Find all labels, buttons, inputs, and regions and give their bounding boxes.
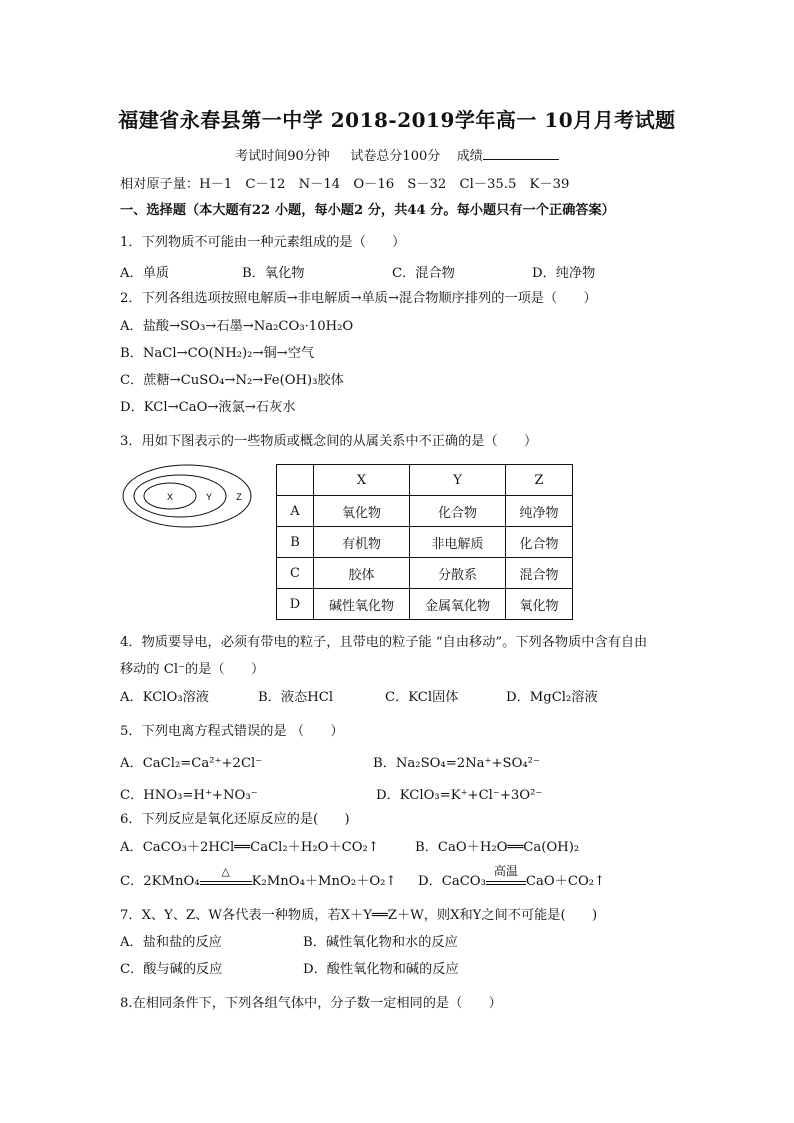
section-heading: 一、选择题（本大题有22 小题，每小题2 分，共44 分。每小题只有一个正确答案） [120, 203, 615, 218]
table-header-row [277, 465, 573, 496]
q4-stem-line2: 移动的 Cl⁻的是（ ） [120, 662, 265, 677]
table-cell: 分散系 [410, 558, 506, 589]
table-cell: 混合物 [506, 558, 573, 589]
q6-option-a: A．CaCO₃＋2HCl══CaCl₂＋H₂O＋CO₂↑ [120, 840, 379, 855]
q7-stem: 7．X、Y、Z、W各代表一种物质，若X＋Y══Z＋W，则X和Y之间不可能是( ) [120, 908, 598, 923]
q6-d-products: CaO＋CO₂↑ [525, 874, 606, 889]
table-cell: 非电解质 [410, 527, 506, 558]
q6-c-reactant: C．2KMnO₄ [120, 874, 200, 889]
table-cell: 化合物 [410, 496, 506, 527]
double-line [200, 881, 252, 885]
venn-label-y: Y [205, 492, 213, 502]
q2-option-a: A．盐酸→SO₃→石墨→Na₂CO₃·10H₂O [120, 319, 354, 334]
q1-option-b: B．氧化物 [242, 266, 305, 281]
q2-option-c: C．蔗糖→CuSO₄→N₂→Fe(OH)₃胶体 [120, 373, 344, 388]
heat-equals-sign [200, 864, 252, 889]
q5-option-c: C．HNO₃=H⁺+NO₃⁻ [120, 788, 258, 803]
q1-option-c: C．混合物 [392, 266, 455, 281]
table-row [277, 558, 573, 589]
q4-option-c: C．KCl固体 [385, 690, 459, 705]
high-temp-equals-sign [486, 863, 526, 889]
q7-option-b: B．碱性氧化物和水的反应 [303, 935, 458, 950]
q5-stem: 5．下列电离方程式错误的是 （ ） [120, 724, 344, 739]
table-cell: D [277, 589, 314, 620]
venn-label-x: X [166, 492, 174, 502]
table-row [277, 589, 573, 620]
exam-result-label: 成绩 [456, 149, 483, 164]
q1-stem: 1．下列物质不可能由一种元素组成的是（ ） [120, 235, 406, 250]
table-cell: 氧化物 [314, 496, 410, 527]
table-cell: B [277, 527, 314, 558]
q4-option-a: A．KClO₃溶液 [120, 690, 209, 705]
q5-option-d: D．KClO₃=K⁺+Cl⁻+3O²⁻ [376, 788, 543, 803]
exam-time: 考试时间90分钟 [235, 149, 330, 164]
venn-ellipse-z [123, 465, 251, 527]
q2-option-d: D．KCl→CaO→液氯→石灰水 [120, 400, 296, 415]
table-header-cell: Y [410, 465, 506, 496]
q4-option-b: B．液态HCl [258, 690, 334, 705]
exam-info [0, 145, 794, 164]
table-cell: A [277, 496, 314, 527]
table-header-cell [277, 465, 314, 496]
venn-diagram [120, 462, 270, 532]
exam-total-score: 试卷总分100分 [350, 149, 441, 164]
q6-option-c [120, 864, 397, 891]
q6-c-products: K₂MnO₄＋MnO₂＋O₂↑ [251, 874, 397, 889]
q7-option-a: A．盐和盐的反应 [120, 935, 222, 950]
table-cell: 胶体 [314, 558, 410, 589]
q3-stem: 3．用如下图表示的一些物质或概念间的从属关系中不正确的是（ ） [120, 434, 538, 449]
venn-ellipse-y [134, 475, 226, 517]
q2-stem: 2．下列各组选项按照电解质→非电解质→单质→混合物顺序排列的一项是（ ） [120, 291, 597, 306]
q1-option-a: A．单质 [120, 266, 170, 281]
q6-stem: 6．下列反应是氧化还原反应的是( ) [120, 812, 350, 827]
relation-table [276, 464, 573, 620]
table-cell: 有机物 [314, 527, 410, 558]
q6-d-reactant: D．CaCO₃ [418, 874, 486, 889]
q5-option-b: B．Na₂SO₄=2Na⁺+SO₄²⁻ [373, 756, 540, 771]
q1-option-d: D．纯净物 [532, 266, 596, 281]
atomic-mass-line: 相对原子量：H－1 C－12 N－14 O－16 S－32 Cl－35.5 K－39 [120, 177, 570, 192]
table-row [277, 496, 573, 527]
venn-label-z: Z [236, 492, 242, 502]
high-temp-label: 高温 [493, 863, 518, 878]
q4-stem-line1: 4．物质要导电，必须有带电的粒子，且带电的粒子能 “自由移动”。下列各物质中含有自由 [120, 635, 648, 650]
table-cell: 金属氧化物 [410, 589, 506, 620]
page-title: 福建省永春县第一中学 2018-2019学年高一 10月月考试题 [118, 108, 676, 132]
table-header-cell: Z [506, 465, 573, 496]
table-cell: C [277, 558, 314, 589]
table-header-cell: X [314, 465, 410, 496]
q8-stem: 8.在相同条件下，下列各组气体中，分子数一定相同的是（ ） [120, 996, 502, 1011]
q7-option-d: D．酸性氧化物和碱的反应 [303, 962, 459, 977]
q2-option-b: B．NaCl→CO(NH₂)₂→铜→空气 [120, 346, 315, 361]
table-cell: 纯净物 [506, 496, 573, 527]
q6-option-d [418, 863, 606, 891]
q5-option-a: A．CaCl₂=Ca²⁺+2Cl⁻ [120, 756, 263, 771]
table-cell: 碱性氧化物 [314, 589, 410, 620]
q4-option-d: D．MgCl₂溶液 [506, 690, 598, 705]
q7-option-c: C．酸与碱的反应 [120, 962, 223, 977]
q6-option-b: B．CaO＋H₂O══Ca(OH)₂ [415, 840, 580, 855]
table-cell: 化合物 [506, 527, 573, 558]
double-line [486, 881, 526, 885]
result-blank[interactable] [483, 147, 559, 160]
table-cell: 氧化物 [506, 589, 573, 620]
table-row [277, 527, 573, 558]
heat-delta-icon: △ [221, 864, 230, 878]
